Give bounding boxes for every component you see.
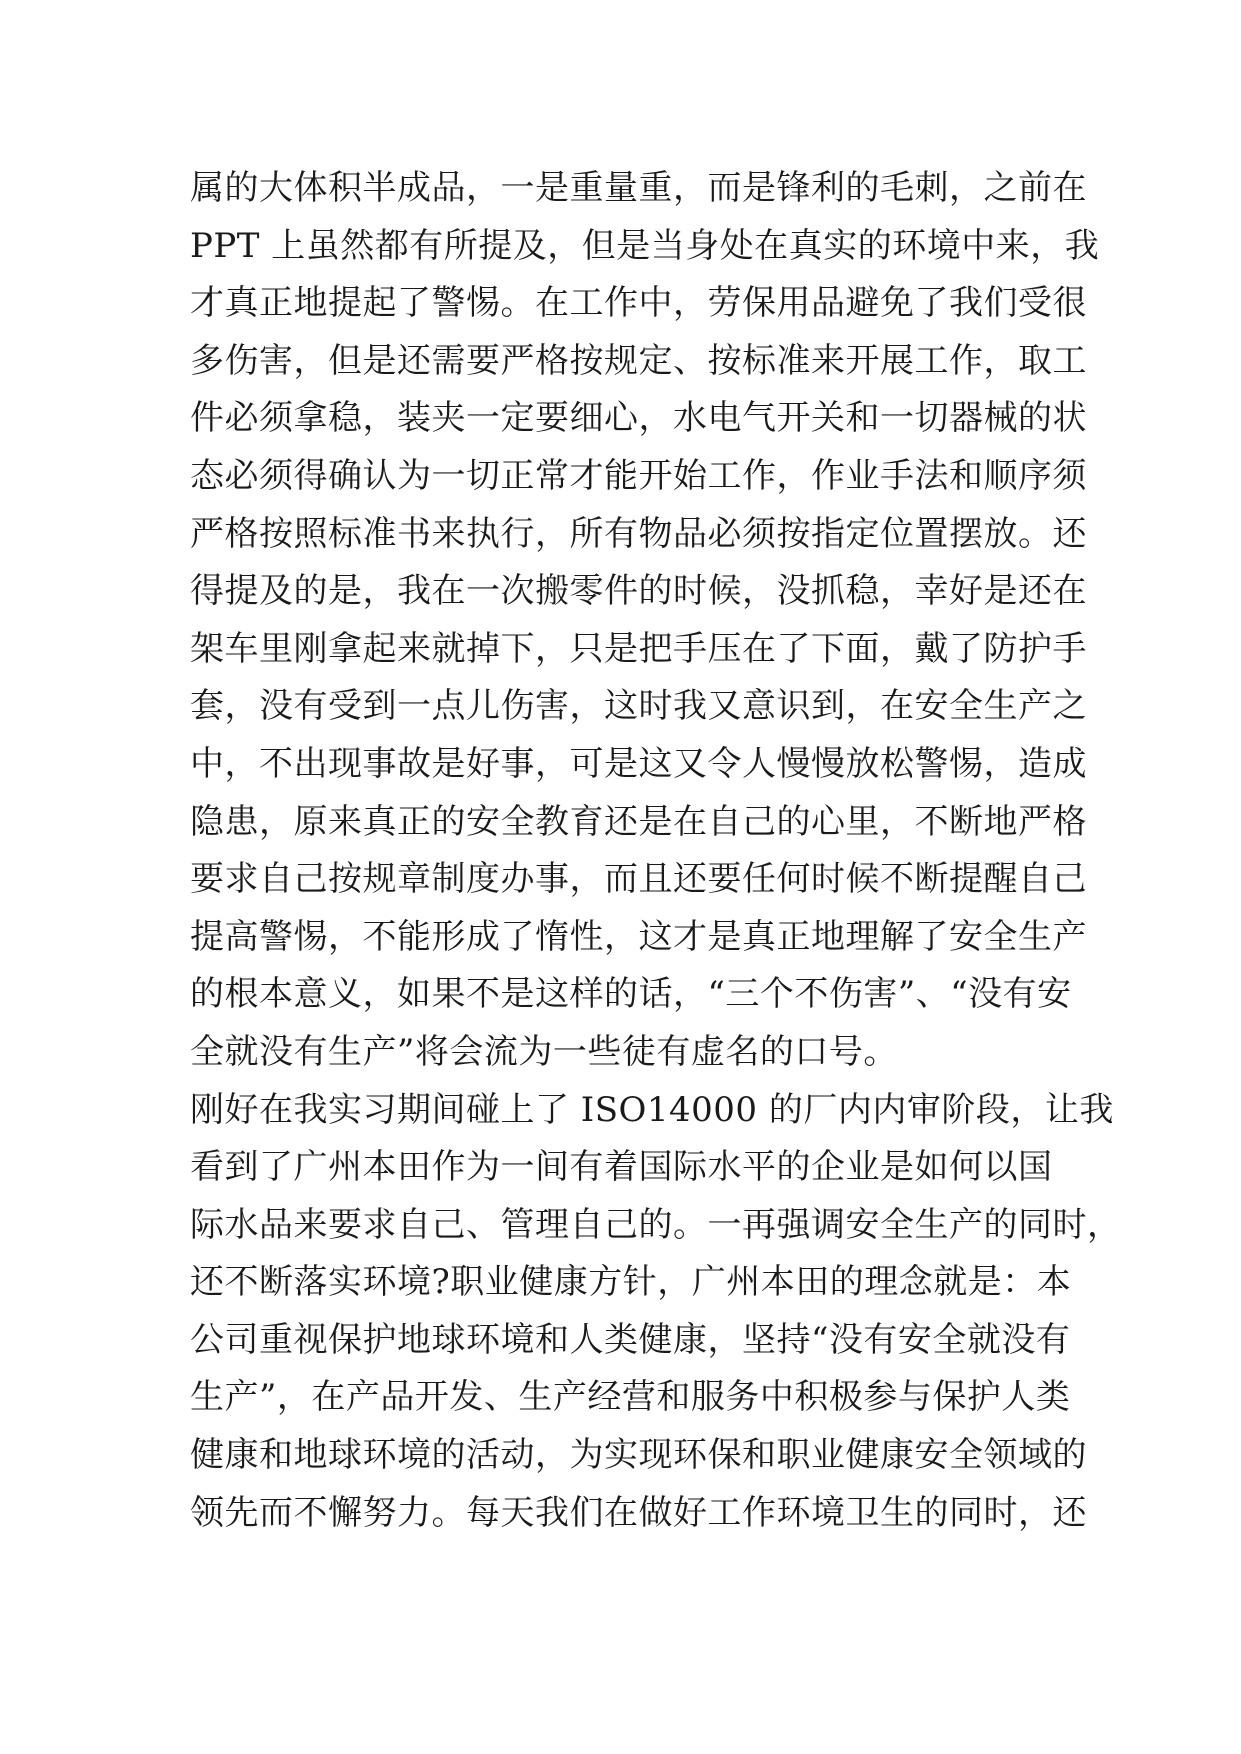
text-line: 中，不出现事故是好事，可是这又令人慢慢放松警惕，造成 [190, 743, 1087, 784]
text-line: 生产”，在产品开发、生产经营和服务中积极参与保护人类 [190, 1377, 1071, 1418]
text-line: 全就没有生产”将会流为一些徒有虚名的口号。 [190, 1031, 898, 1072]
text-line: 套，没有受到一点儿伤害，这时我又意识到，在安全生产之 [190, 686, 1087, 727]
text-line: 还不断落实环境?职业健康方针，广州本田的理念就是：本 [190, 1262, 1072, 1303]
body-text [190, 160, 1122, 1542]
text-line: 件必须拿稳，装夹一定要细心，水电气开关和一切器械的状 [190, 398, 1087, 439]
text-line: 得提及的是，我在一次搬零件的时候，没抓稳，幸好是还在 [190, 571, 1087, 612]
text-line: 公司重视保护地球环境和人类健康，坚持“没有安全就没有 [190, 1319, 1071, 1360]
text-line: 属的大体积半成品，一是重量重，而是锋利的毛刺，之前在 [190, 168, 1087, 208]
text-line: 的根本意义，如果不是这样的话，“三个不伤害”、“没有安 [190, 974, 1072, 1015]
text-line: 严格按照标准书来执行，所有物品必须按指定位置摆放。还 [190, 513, 1087, 554]
text-line: 健康和地球环境的活动，为实现环保和职业健康安全领域的 [190, 1435, 1087, 1476]
text-line: 际水品来要求自己、管理自己的。一再强调安全生产的同时， [190, 1204, 1122, 1245]
text-line: 领先而不懈努力。每天我们在做好工作环境卫生的同时，还 [190, 1492, 1087, 1533]
text-line: 架车里刚拿起来就掉下，只是把手压在了下面，戴了防护手 [190, 628, 1087, 669]
text-line: 看到了广州本田作为一间有着国际水平的企业是如何以国 [190, 1147, 1053, 1188]
text-line: 隐患，原来真正的安全教育还是在自己的心里，不断地严格 [190, 801, 1087, 842]
text-line: 刚好在我实习期间碰上了 ISO14000 的厂内内审阶段，让我 [190, 1089, 1114, 1130]
text-line: PPT 上虽然都有所提及，但是当身处在真实的环境中来，我 [190, 225, 1100, 266]
text-line: 要求自己按规章制度办事，而且还要任何时候不断提醒自己 [190, 859, 1087, 900]
text-line: 态必须得确认为一切正常才能开始工作，作业手法和顺序须 [190, 455, 1087, 496]
text-line: 提高警惕，不能形成了惰性，这才是真正地理解了安全生产 [190, 916, 1087, 957]
text-line: 才真正地提起了警惕。在工作中，劳保用品避免了我们受很 [190, 283, 1087, 324]
text-line: 多伤害，但是还需要严格按规定、按标准来开展工作，取工 [190, 340, 1087, 381]
